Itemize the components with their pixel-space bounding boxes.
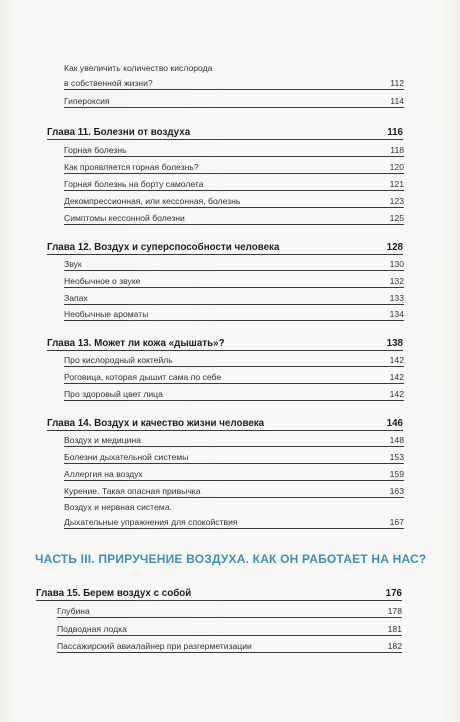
toc-entry (64, 372, 404, 384)
toc-entry-title: Про кислородный коктейль (64, 355, 173, 365)
toc-entry-title: Аллергия на воздух (64, 469, 143, 479)
toc-page-number: 128 (386, 242, 403, 253)
toc-chapter-title: Глава 15. Берем воздух с собой (36, 588, 192, 599)
toc-entry-title: Гипероксия (64, 96, 110, 106)
toc-entry (64, 355, 404, 367)
toc-entry-title: Подводная лодка (57, 624, 127, 634)
toc-entry (64, 309, 404, 321)
toc-entry-title: Горная болезнь (64, 145, 127, 155)
toc-entry-title: Симптомы кессонной болезни (64, 213, 185, 223)
toc-page-number: 133 (389, 293, 404, 303)
toc-entry (64, 293, 404, 305)
toc-entry-title: Звук (64, 259, 82, 269)
toc-page-number: 114 (390, 96, 404, 106)
toc-page-number: 178 (387, 606, 402, 616)
toc-page-number: 163 (389, 486, 404, 496)
toc-entry-title: Воздух и нервная система. (64, 502, 172, 512)
toc-page-number: 112 (390, 78, 404, 88)
toc-entry-title: Запах (64, 293, 88, 303)
toc-chapter-title: Глава 14. Воздух и качество жизни человека (47, 418, 265, 429)
toc-page-number: 120 (389, 162, 404, 172)
toc-page-number: 130 (389, 259, 404, 269)
toc-entry (64, 96, 404, 108)
toc-entry-title: Декомпрессионная, или кессонная, болезнь (64, 196, 241, 206)
toc-page-number: 123 (389, 196, 404, 206)
toc-chapter (47, 127, 403, 140)
toc-page-number: 167 (389, 517, 404, 527)
toc-page-number: 148 (389, 435, 404, 445)
toc-entry-title: Глубина (57, 606, 90, 616)
toc-chapter-title: Глава 13. Может ли кожа «дышать»? (47, 338, 225, 349)
toc-entry-title: Горная болезнь на борту самолета (64, 179, 204, 189)
toc-entry (57, 641, 402, 653)
toc-page-number: 153 (389, 452, 404, 462)
toc-chapter (47, 418, 403, 431)
toc-entry (64, 486, 404, 498)
toc-chapter-title: Глава 11. Болезни от воздуха (47, 127, 191, 138)
toc-chapter-title: Глава 12. Воздух и суперспособности человека (47, 242, 280, 253)
toc-entry (64, 78, 404, 90)
toc-chapter (47, 338, 403, 351)
toc-entry (64, 276, 404, 288)
toc-entry (64, 435, 404, 447)
toc-entry (64, 213, 404, 225)
toc-chapter (47, 242, 403, 255)
toc-page-number: 142 (389, 372, 404, 382)
toc-page-number: 134 (389, 309, 404, 319)
toc-entry (57, 606, 402, 618)
toc-entry (64, 162, 404, 174)
toc-entry (64, 259, 404, 271)
toc-entry-title: Роговица, которая дышит сама по себе (64, 372, 222, 382)
toc-entry (64, 389, 404, 401)
toc-entry-title: Про здоровый цвет лица (64, 389, 163, 399)
toc-entry-title: Необычное о звуке (64, 276, 141, 286)
toc-entry-title: Болезни дыхательной системы (64, 452, 189, 462)
toc-entry-title: Курение. Такая опасная привычка (64, 486, 201, 496)
toc-entry-title: Необычные ароматы (64, 309, 149, 319)
toc-page-number: 118 (390, 145, 404, 155)
toc-entry (64, 452, 404, 464)
toc-entry (57, 624, 402, 636)
toc-page-number: 182 (387, 641, 402, 651)
toc-entry (64, 179, 404, 191)
toc-entry-title: Воздух и медицина (64, 435, 141, 445)
toc-entry (64, 145, 404, 157)
toc-page-number: 116 (387, 127, 403, 138)
toc-entry-title: Как проявляется горная болезнь? (64, 162, 199, 172)
toc-page-number: 159 (389, 469, 404, 479)
toc-page-number: 181 (387, 624, 402, 634)
toc-page-number: 138 (386, 338, 403, 349)
toc-page-number: 132 (389, 276, 404, 286)
toc-page-number: 146 (386, 418, 403, 429)
toc-entry (64, 63, 404, 74)
toc-entry (64, 502, 404, 513)
toc-entry (64, 469, 404, 481)
toc-entry (64, 196, 404, 208)
toc-page-number: 125 (389, 213, 404, 223)
toc-entry-title: в собственной жизни? (64, 78, 153, 88)
toc-page-number: 142 (389, 389, 404, 399)
toc-entry-title: Дыхательные упражнения для спокойствия (64, 517, 238, 527)
toc-page-number: 142 (389, 355, 404, 365)
toc-entry (64, 517, 404, 529)
toc-chapter (36, 588, 402, 601)
toc-page-number: 121 (389, 179, 404, 189)
toc-page-number: 176 (385, 588, 402, 599)
toc-entry-title: Пассажирский авиалайнер при разгерметизации (57, 641, 252, 651)
part-heading: ЧАСТЬ III. ПРИРУЧЕНИЕ ВОЗДУХА. КАК ОН РАБОТАЕТ НА НАС? (35, 552, 427, 566)
toc-entry-title: Как увеличить количество кислорода (64, 63, 213, 73)
